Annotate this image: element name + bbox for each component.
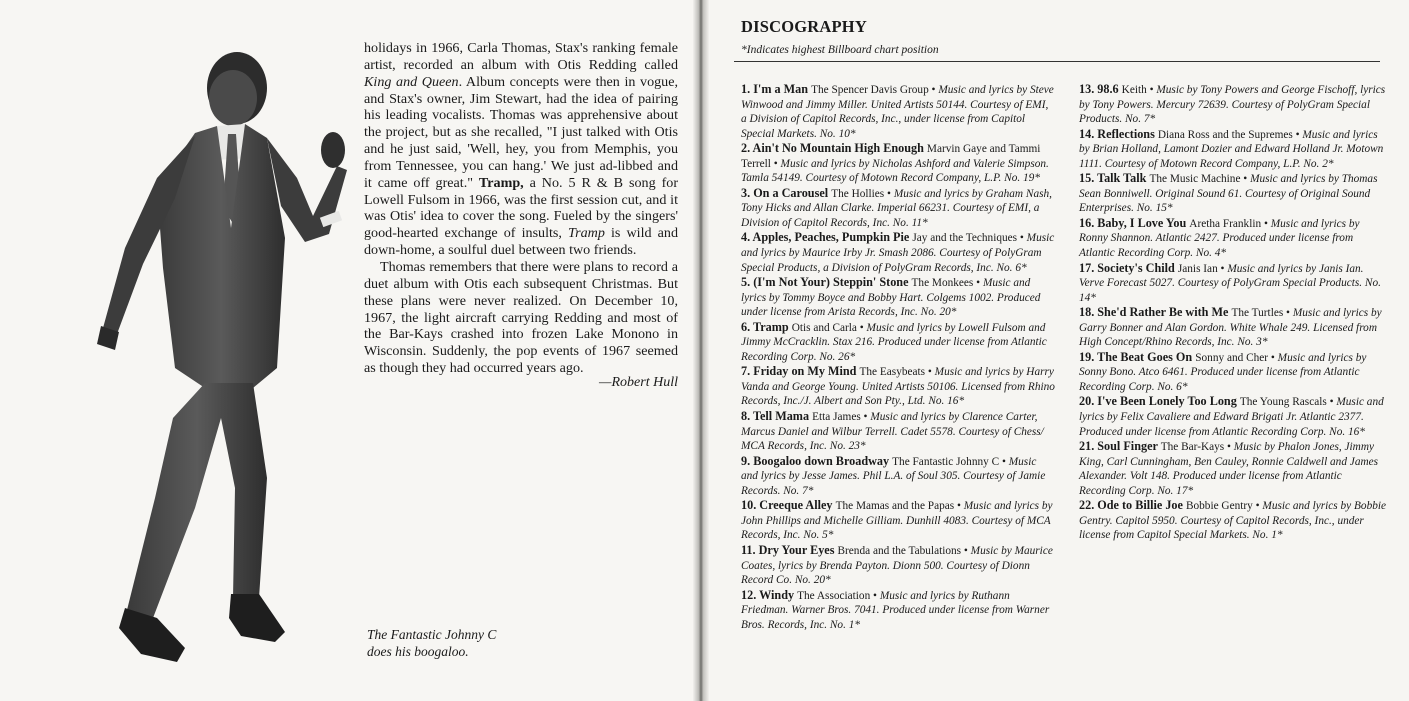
- song-title: Soul Finger: [1097, 439, 1161, 454]
- artist-name: Marvin Gaye and Tammi Terrell •: [741, 143, 1041, 170]
- discography-column-2: [1079, 82, 1391, 543]
- essay-paragraph-1: holidays in 1966, Carla Thomas, Stax's ranking female artist, recorded an album with Otis Redding called King and Queen. Album concepts were then in vogue, and Stax's owner, Jim Stewart, had the idea of pairing his leading vocalists. Thomas was apprehensive about the project, but as she recalled, "I just talked with Otis and he just said, 'Well, hey, you from Memphis, you from Tennessee, you can hang.' We just ad-libbed and it came off great." Tramp, a No. 5 R & B song for Lowell Fulsom in 1966, was the first session cut, and it was Otis' idea to cover the song. Fueled by the singers' good-hearted exchange of insults, Tramp is wild and down-home, a soulful duel between two friends.: [364, 40, 679, 259]
- discography-entry: [1079, 82, 1391, 127]
- track-credits: Music and lyrics by Harry Vanda and George Young. United Artists 50106. Licensed from Rhino Records, Inc./J. Albert and Son Pty., Ltd. No. 16*: [741, 366, 1055, 408]
- discography-entry: [1079, 261, 1391, 306]
- discography-entry: [1079, 394, 1391, 439]
- artist-name: The Easybeats •: [859, 366, 935, 379]
- track-number: 11.: [741, 542, 759, 557]
- book-spine: [693, 0, 709, 701]
- track-number: 16.: [1079, 215, 1098, 230]
- artist-name: Brenda and the Tabulations •: [837, 544, 971, 557]
- track-number: 7.: [741, 364, 754, 379]
- discography-entry: [741, 186, 1055, 231]
- discography-title: DISCOGRAPHY: [741, 17, 867, 36]
- discography-entry: [1079, 216, 1391, 261]
- track-credits: Music and lyrics by Thomas Sean Bonniwell. Original Sound 61. Courtesy of Original Sound Enterprises. No. 15*: [1079, 173, 1378, 215]
- essay-paragraph-2: Thomas remembers that there were plans to record a duet album with Otis each subsequent Christmas. But these plans were never realized. On December 10, 1967, the light aircraft carrying Redding and most of the Bar-Kays crashed into frozen Lake Monono in Wisconsin. Suddenly, the pop events of 1967 seemed as though they had occurred years ago.: [364, 258, 678, 377]
- discography-entry: [1079, 127, 1391, 172]
- track-number: 4.: [741, 230, 753, 245]
- song-title: Dry Your Eyes: [758, 542, 838, 557]
- track-credits: Music and lyrics by Garry Bonner and Alan Gordon. White Whale 249. Licensed from High Concept/Rhino Records, Inc. No. 3*: [1079, 307, 1382, 349]
- artist-name: The Mamas and the Papas •: [835, 500, 964, 513]
- track-number: 22.: [1079, 498, 1098, 513]
- discography-entry: [1079, 171, 1391, 216]
- artist-name: The Music Machine •: [1149, 173, 1251, 186]
- track-number: 13.: [1079, 82, 1098, 96]
- artist-name: Diana Ross and the Supremes •: [1157, 128, 1303, 141]
- track-credits: Music and lyrics by Bobbie Gentry. Capitol 5950. Courtesy of Capitol Records, Inc., under license from Capitol Special Markets. No. 1*: [1079, 500, 1387, 542]
- song-title: On a Carousel: [753, 185, 832, 200]
- track-number: 15.: [1079, 171, 1098, 186]
- track-number: 21.: [1079, 439, 1098, 454]
- song-title: Tell Mama: [752, 409, 813, 424]
- song-title: She'd Rather Be with Me: [1097, 305, 1232, 320]
- track-number: 3.: [741, 185, 754, 200]
- song-title: Society's Child: [1097, 260, 1178, 275]
- track-number: 19.: [1079, 349, 1098, 364]
- discography-entry: [741, 364, 1055, 409]
- song-title: Reflections: [1097, 126, 1158, 141]
- track-credits: Music and lyrics by Ruthann Friedman. Warner Bros. 7041. Produced under license from Warner Bros. Records, Inc. No. 1*: [741, 589, 1050, 631]
- track-credits: Music and lyrics by Brian Holland, Lamont Dozier and Edward Holland Jr. Motown 1111. Courtesy of Motown Record Company, L.P. No. 2*: [1079, 128, 1384, 170]
- artist-name: The Fantastic Johnny C •: [892, 455, 1009, 468]
- discography-column-1: [741, 82, 1055, 632]
- discography-entry: [741, 275, 1055, 320]
- song-title: Friday on My Mind: [753, 364, 860, 379]
- discography-entry: [741, 454, 1055, 499]
- song-title: Apples, Peaches, Pumpkin Pie: [752, 230, 913, 245]
- discography-entry: [1079, 350, 1391, 395]
- song-title: Creeque Alley: [759, 498, 836, 513]
- track-credits: Music and lyrics by Jesse James. Phil L.A. of Soul 305. Courtesy of Jamie Records. No. 7*: [741, 455, 1046, 497]
- title-rule: [734, 61, 1380, 62]
- track-credits: Music and lyrics by Janis Ian. Verve Forecast 5027. Courtesy of PolyGram Special Products. No. 14*: [1079, 262, 1381, 304]
- discography-entry: [1079, 305, 1391, 350]
- track-number: 20.: [1079, 394, 1098, 409]
- artist-name: Bobbie Gentry •: [1185, 500, 1263, 513]
- track-credits: Music and lyrics by Steve Winwood and Jimmy Miller. United Artists 50144. Courtesy of EMI, a Division of Capitol Records, Inc., under license from Capitol Special Markets. No. 10*: [741, 84, 1054, 140]
- track-credits: Music by Maurice Coates, lyrics by Brenda Payton. Dionn 500. Courtesy of Dionn Record Co. No. 20*: [741, 544, 1053, 587]
- discography-entry: [741, 320, 1055, 365]
- artist-name: The Turtles •: [1231, 307, 1293, 320]
- discography-entry: [1079, 439, 1391, 498]
- discography-entry: [741, 498, 1055, 543]
- track-number: 1.: [741, 82, 754, 96]
- artist-name: The Monkees •: [911, 277, 983, 290]
- discography-entry: [741, 588, 1055, 633]
- track-credits: Music and lyrics by Ronny Shannon. Atlantic 2427. Produced under license from Atlantic Recording Corp. No. 4*: [1079, 217, 1360, 260]
- author-signature: —Robert Hull: [599, 375, 678, 390]
- discography-entry: [741, 141, 1055, 186]
- track-number: 5.: [741, 275, 754, 290]
- artist-name: Otis and Carla •: [791, 321, 867, 334]
- artist-name: The Association •: [797, 589, 880, 602]
- track-number: 9.: [741, 453, 754, 468]
- track-credits: Music and lyrics by Maurice Irby Jr. Smash 2086. Courtesy of PolyGram Special Products, a Division of PolyGram Records, Inc. No. 6*: [741, 232, 1055, 274]
- artist-name: Sonny and Cher •: [1195, 351, 1278, 364]
- discography-entry: [1079, 498, 1391, 543]
- track-number: 2.: [741, 141, 753, 156]
- track-credits: Music and lyrics by Sonny Bono. Atco 6461. Produced under license from Atlantic Recording Corp. No. 6*: [1079, 351, 1367, 393]
- artist-name: Etta James •: [812, 411, 871, 424]
- dancer-photo: [45, 38, 355, 668]
- track-number: 14.: [1079, 126, 1098, 141]
- essay-text: [364, 40, 678, 377]
- track-credits: Music and lyrics by Tommy Boyce and Bobby Hart. Colgems 1002. Produced under license from Arista Records, Inc. No. 20*: [741, 277, 1041, 319]
- chart-position-note: *Indicates highest Billboard chart position: [741, 44, 939, 56]
- track-credits: Music by Tony Powers and George Fischoff, lyrics by Tony Powers. Mercury 72639. Courtesy of PolyGram Special Products. No. 7*: [1079, 84, 1386, 126]
- artist-name: Janis Ian •: [1177, 262, 1228, 275]
- artist-name: Aretha Franklin •: [1189, 217, 1271, 230]
- song-title: Boogaloo down Broadway: [753, 453, 893, 468]
- artist-name: The Hollies •: [831, 187, 894, 200]
- track-number: 8.: [741, 409, 753, 424]
- track-credits: Music and lyrics by Nicholas Ashford and Valerie Simpson. Tamla 54149. Courtesy of Motown Record Company, L.P. No. 19*: [741, 157, 1049, 185]
- song-title: Tramp: [752, 319, 792, 334]
- discography-entry: [741, 82, 1055, 141]
- discography-entry: [741, 543, 1055, 588]
- song-title: (I'm Not Your) Steppin' Stone: [753, 275, 912, 290]
- track-number: 12.: [741, 587, 760, 602]
- song-title: Windy: [759, 587, 798, 602]
- artist-name: The Young Rascals •: [1239, 396, 1337, 409]
- song-title: 98.6: [1097, 82, 1122, 96]
- photo-caption: The Fantastic Johnny C does his boogaloo.: [367, 627, 497, 659]
- discography-entry: [741, 409, 1055, 454]
- artist-name: Jay and the Techniques •: [912, 232, 1027, 245]
- track-credits: Music and lyrics by Lowell Fulsom and Jimmy McCracklin. Stax 216. Produced under license from Atlantic Recording Corp. No. 26*: [741, 321, 1047, 363]
- artist-name: The Spencer Davis Group •: [811, 84, 939, 96]
- song-title: I'm a Man: [753, 82, 812, 96]
- artist-name: The Bar-Kays •: [1160, 441, 1234, 454]
- artist-name: Keith •: [1121, 84, 1157, 96]
- song-title: Ode to Billie Joe: [1097, 498, 1186, 513]
- track-number: 17.: [1079, 260, 1098, 275]
- track-number: 18.: [1079, 305, 1098, 320]
- track-credits: Music and lyrics by Graham Nash, Tony Hicks and Allan Clarke. Imperial 66231. Courtesy of EMI, a Division of Capitol Records, Inc. No. 11*: [741, 187, 1052, 229]
- track-credits: Music by Phalon Jones, Jimmy King, Carl Cunningham, Ben Cauley, Ronnie Caldwell and James Alexander. Volt 148. Produced under license from Atlantic Recording Corp. No. 17*: [1079, 441, 1379, 497]
- song-title: Baby, I Love You: [1097, 215, 1190, 230]
- song-title: Talk Talk: [1097, 171, 1150, 186]
- track-number: 10.: [741, 498, 760, 513]
- track-credits: Music and lyrics by Clarence Carter, Marcus Daniel and Wilbur Terrell. Cadet 5578. Courtesy of Chess/ MCA Records, Inc. No. 23*: [741, 411, 1044, 453]
- song-title: The Beat Goes On: [1097, 349, 1196, 364]
- song-title: I've Been Lonely Too Long: [1097, 394, 1240, 409]
- track-number: 6.: [741, 319, 753, 334]
- song-title: Ain't No Mountain High Enough: [752, 141, 927, 156]
- track-credits: Music and lyrics by Felix Cavaliere and Edward Brigati Jr. Atlantic 2377. Produced under license from Atlantic Recording Corp. No. 16*: [1079, 396, 1384, 438]
- discography-entry: [741, 230, 1055, 275]
- track-credits: Music and lyrics by John Phillips and Michelle Gilliam. Dunhill 4083. Courtesy of MCA Records, Inc. No. 5*: [741, 500, 1053, 542]
